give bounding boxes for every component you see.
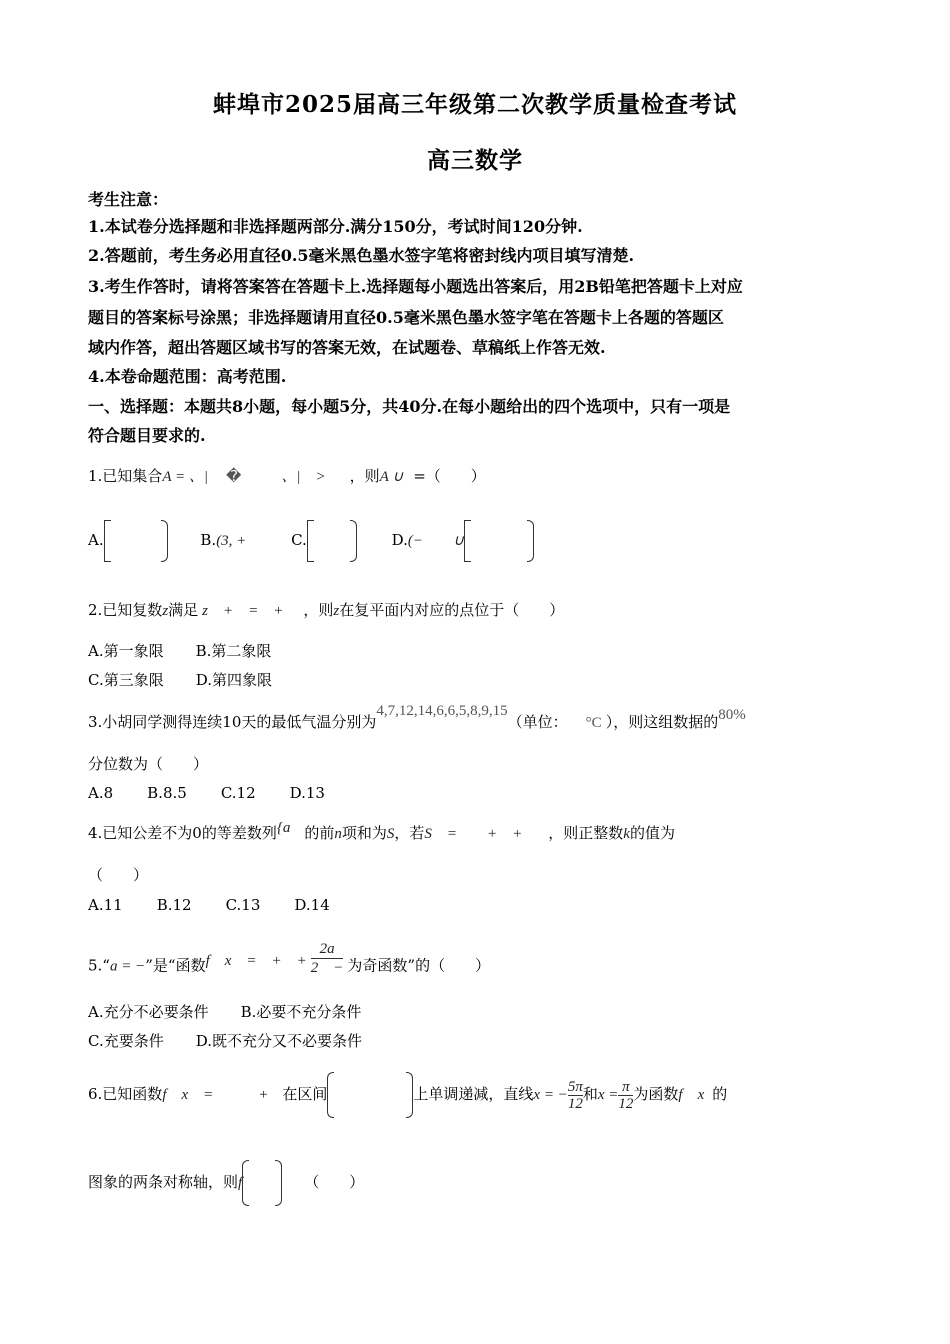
- q6-math-f2: f x: [678, 1087, 705, 1103]
- q2-option-a: A.第一象限: [88, 642, 164, 660]
- q6-fraction-2: [618, 1079, 633, 1112]
- q5-math-a: a = −: [109, 958, 146, 975]
- q6-frac1-top: 5π: [567, 1078, 583, 1095]
- section-1-heading: 一、选择题：本题共8小题，每小题5分，共40分.在每小题给出的四个选项中，只有一项是: [88, 397, 731, 416]
- question-5-stem: [88, 941, 491, 985]
- question-1-stem: [88, 466, 486, 487]
- q6-text-g: 图象的两条对称轴，则: [88, 1173, 239, 1191]
- q6-frac1-bot: 12: [567, 1095, 583, 1112]
- q6-fraction-1: [568, 1079, 583, 1112]
- q6-frac2-bot: 12: [618, 1095, 634, 1112]
- q2-text-a: 2.已知复数: [88, 601, 163, 619]
- q1-option-d: D.: [391, 531, 408, 549]
- q4-text-f: 的值为: [629, 824, 675, 842]
- q1-math-set-a: A = 、|: [162, 469, 208, 485]
- question-2-stem: [88, 600, 564, 621]
- q4-math-seq: {a: [276, 820, 291, 836]
- q6-math-x1: x = −: [533, 1087, 568, 1103]
- q1-garbled-glyph: �: [225, 469, 242, 485]
- notice-line-6: 4.本卷命题范围：高考范围.: [88, 367, 287, 386]
- q6-text-b: 在区间: [282, 1085, 328, 1103]
- question-6-stem: [88, 1072, 727, 1118]
- q1-math-union: A ∪: [379, 469, 404, 485]
- q5-text-b: ”是“函数: [145, 956, 206, 975]
- q2-option-c: C.第三象限: [88, 671, 164, 689]
- q4-option-a: A.11: [88, 896, 123, 914]
- q4-var-k: k: [623, 826, 630, 842]
- q3-option-a: A.8: [88, 784, 114, 802]
- q5-option-a: A.充分不必要条件: [88, 1003, 209, 1021]
- q2-text-b: 满足: [168, 601, 199, 619]
- q1-text-b: ，则: [349, 467, 380, 485]
- question-5-options-row-1: [88, 1002, 361, 1022]
- q6-math-x2: x =: [597, 1087, 619, 1103]
- q6-frac2-top: π: [618, 1079, 633, 1096]
- notice-heading: 考生注意：: [88, 190, 169, 209]
- q4-text-d: ，若: [394, 824, 425, 842]
- question-2-options-row-2: [88, 670, 272, 690]
- q4-var-s: S: [386, 826, 395, 842]
- notice-line-3: 3.考生作答时，请将答案答在答题卡上.选择题每小题选出答案后，用2B铅笔把答题卡上对应: [88, 277, 743, 296]
- q3-data: 4,7,12,14,6,6,5,8,9,15: [376, 703, 508, 719]
- q5-fraction: [311, 940, 344, 977]
- q3-percent: 80%: [718, 707, 746, 723]
- question-4-stem: [88, 820, 675, 844]
- q2-option-d: D.第四象限: [195, 671, 272, 689]
- q1-option-a: A.: [88, 531, 104, 549]
- q1-math-set-b: 、| >: [281, 469, 326, 485]
- q6-math-f: f x = +: [162, 1087, 269, 1103]
- q5-math-f: f x = + +: [205, 952, 307, 969]
- q6-text-d: 和: [582, 1085, 598, 1103]
- q3-unit: °C: [585, 715, 602, 731]
- section-1-heading-cont: 符合题目要求的.: [88, 426, 206, 445]
- question-3-stem: [88, 703, 746, 733]
- question-3-options: [88, 783, 325, 803]
- q3-text-c: ），则这组数据的: [605, 713, 719, 731]
- q3-option-c: C.12: [220, 784, 256, 802]
- q3-option-d: D.13: [289, 784, 325, 802]
- q1-option-d-math: (−: [407, 533, 423, 549]
- q1-text-a: 1.已知集合: [88, 467, 163, 485]
- question-5-options-row-2: [88, 1031, 362, 1051]
- q4-math-eq: S = + +: [424, 826, 523, 842]
- q4-text-a: 4.已知公差不为0的等差数列: [88, 824, 277, 842]
- notice-line-1: 1.本试卷分选择题和非选择题两部分.满分150分，考试时间120分钟.: [88, 217, 583, 236]
- question-6-stem-cont: [88, 1160, 364, 1206]
- q4-text-e: ，则正整数: [548, 824, 624, 842]
- q6-text-f: 的: [712, 1085, 728, 1103]
- q5-frac-top: 2a: [311, 940, 344, 959]
- q2-text-c: ，则: [303, 601, 334, 619]
- q5-text-c: 为奇函数”的（ ）: [347, 956, 491, 975]
- q2-text-d: 在复平面内对应的点位于（ ）: [339, 601, 565, 619]
- q1-option-c: C.: [291, 531, 307, 549]
- question-2-options-row-1: [88, 641, 271, 661]
- q2-var-z-2: z: [333, 603, 340, 619]
- question-4-options: [88, 895, 330, 915]
- q5-frac-bot: 2 −: [310, 960, 344, 976]
- notice-line-5: 域内作答，超出答题区域书写的答案无效，在试题卷、草稿纸上作答无效.: [88, 338, 606, 357]
- notice-line-2: 2.答题前，考生务必用直径0.5毫米黑色墨水签字笔将密封线内项目填写清楚.: [88, 246, 635, 265]
- q4-option-d: D.14: [294, 896, 330, 914]
- q1-text-c: =（ ）: [413, 467, 486, 485]
- q5-text-a: 5.“: [88, 956, 110, 975]
- q2-option-b: B.第二象限: [195, 642, 272, 660]
- q4-option-b: B.12: [156, 896, 192, 914]
- q5-option-c: C.充要条件: [88, 1032, 164, 1050]
- q1-option-b: B.: [200, 531, 217, 549]
- q4-text-b: 的前: [304, 824, 335, 842]
- q6-paren: （ ）: [304, 1173, 365, 1191]
- q3-text-a: 3.小胡同学测得连续10天的最低气温分别为: [88, 713, 377, 731]
- q4-option-c: C.13: [225, 896, 261, 914]
- q2-math: z + = +: [202, 603, 284, 619]
- q6-text-a: 6.已知函数: [88, 1085, 163, 1103]
- q5-option-d: D.既不充分又不必要条件: [195, 1032, 362, 1050]
- q3-option-b: B.8.5: [147, 784, 187, 802]
- question-4-paren: （ ）: [88, 866, 149, 884]
- notice-line-4: 题目的答案标号涂黑；非选择题请用直径0.5毫米黑色墨水签字笔在答题卡上各题的答题区: [88, 308, 724, 327]
- q6-text-c: 上单调递减，直线: [413, 1085, 534, 1103]
- exam-title: 蚌埠市2025届高三年级第二次教学质量检查考试: [212, 91, 737, 118]
- question-1-options: [88, 520, 534, 562]
- question-3-stem-cont: 分位数为（ ）: [88, 755, 209, 773]
- q6-math-f3: f: [238, 1175, 243, 1191]
- q1-option-b-math: (3, +: [216, 533, 247, 549]
- subject-title: 高三数学: [427, 147, 523, 174]
- q2-var-z: z: [162, 603, 169, 619]
- q4-var-n: n: [334, 826, 342, 842]
- q6-text-e: 为函数: [633, 1085, 679, 1103]
- q3-text-b: （单位：: [507, 713, 568, 731]
- q4-text-c: 项和为: [341, 824, 387, 842]
- q5-option-b: B.必要不充分条件: [240, 1003, 362, 1021]
- q1-option-d-cup: ∪: [452, 533, 464, 549]
